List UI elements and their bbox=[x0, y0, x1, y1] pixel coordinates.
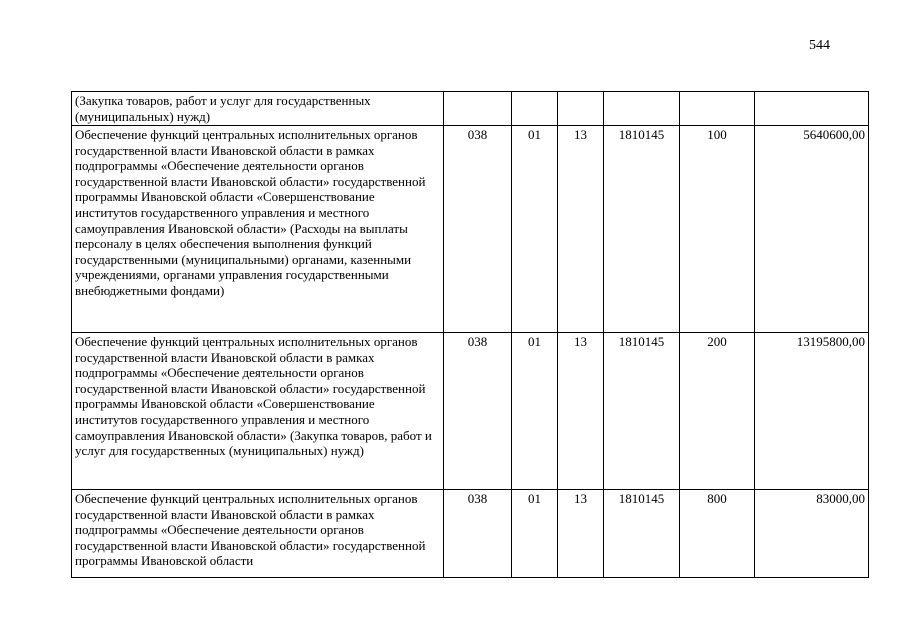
row-subsection: 13 bbox=[558, 490, 604, 578]
row-amount: 13195800,00 bbox=[755, 333, 869, 490]
row-expense-type: 200 bbox=[680, 333, 755, 490]
row-section: 01 bbox=[512, 333, 558, 490]
row-description: (Закупка товаров, работ и услуг для государственных (муниципальных) нужд) bbox=[72, 92, 444, 126]
row-admin-code: 038 bbox=[444, 333, 512, 490]
row-section: 01 bbox=[512, 490, 558, 578]
row-expense-type: 100 bbox=[680, 126, 755, 333]
page-number: 544 bbox=[809, 38, 830, 53]
row-amount: 83000,00 bbox=[755, 490, 869, 578]
row-amount: 5640600,00 bbox=[755, 126, 869, 333]
row-expense-type bbox=[680, 92, 755, 126]
row-target-article: 1810145 bbox=[604, 126, 680, 333]
table-row bbox=[72, 92, 869, 126]
row-section: 01 bbox=[512, 126, 558, 333]
table-row bbox=[72, 490, 869, 578]
row-section bbox=[512, 92, 558, 126]
row-admin-code bbox=[444, 92, 512, 126]
row-description: Обеспечение функций центральных исполнительных органов государственной власти Ивановской области в рамках подпрограммы «Обеспечение деятельности органов государственной власти Ивановской области» государственной программы Ивановской области «Совершенствование институтов государственного управления и местного самоуправления Ивановской области» (Расходы на выплаты персоналу в целях обеспечения выполнения функций государственными (муниципальными) органами, казенными учреждениями, органами управления государственными внебюджетными фондами) bbox=[72, 126, 444, 333]
row-description: Обеспечение функций центральных исполнительных органов государственной власти Ивановской области в рамках подпрограммы «Обеспечение деятельности органов государственной власти Ивановской области» государственной программы Ивановской области bbox=[72, 490, 444, 578]
budget-table bbox=[71, 91, 869, 578]
row-amount bbox=[755, 92, 869, 126]
row-admin-code: 038 bbox=[444, 126, 512, 333]
row-subsection: 13 bbox=[558, 126, 604, 333]
row-expense-type: 800 bbox=[680, 490, 755, 578]
row-admin-code: 038 bbox=[444, 490, 512, 578]
row-target-article bbox=[604, 92, 680, 126]
row-description: Обеспечение функций центральных исполнительных органов государственной власти Ивановской области в рамках подпрограммы «Обеспечение деятельности органов государственной власти Ивановской области» государственной программы Ивановской области «Совершенствование институтов государственного управления и местного самоуправления Ивановской области» (Закупка товаров, работ и услуг для государственных (муниципальных) нужд) bbox=[72, 333, 444, 490]
table-row bbox=[72, 126, 869, 333]
row-target-article: 1810145 bbox=[604, 333, 680, 490]
row-target-article: 1810145 bbox=[604, 490, 680, 578]
table-row bbox=[72, 333, 869, 490]
row-subsection: 13 bbox=[558, 333, 604, 490]
row-subsection bbox=[558, 92, 604, 126]
